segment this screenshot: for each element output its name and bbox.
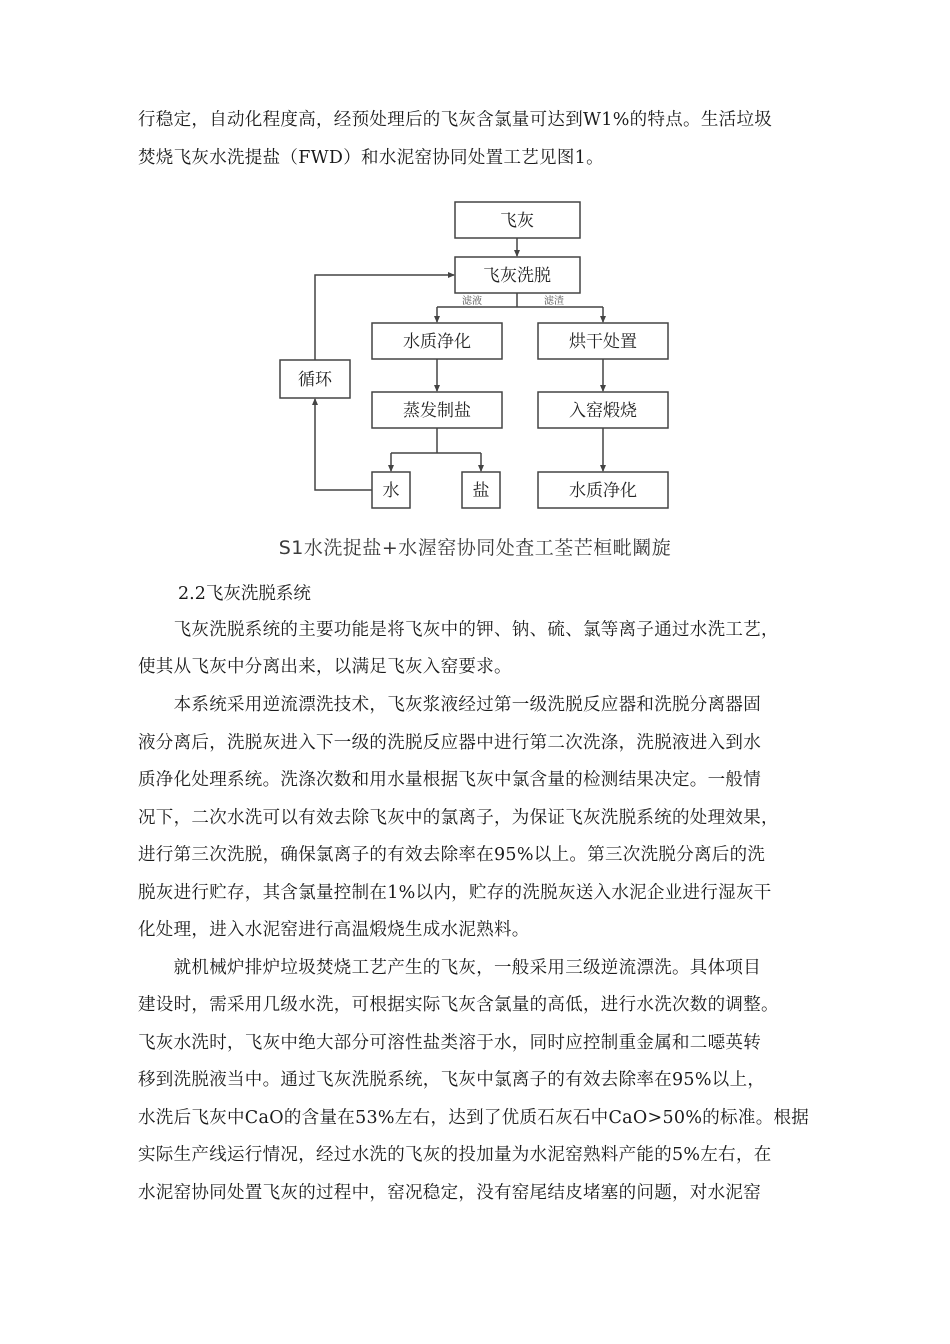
intro-line-2: 焚烧飞灰水洗提盐（FWD）和水泥窑协同处置工艺见图1。 <box>138 148 604 168</box>
section-heading: 2.2飞灰洗脱系统 <box>178 584 311 604</box>
figure-caption: S1水洗捉盐+水渥窑协同处査工荃芒桓毗鬫旋 <box>278 537 672 559</box>
body-line-2: 使其从飞灰中分离出来，以满足飞灰入窑要求。 <box>138 657 512 677</box>
intro-line-1: 行稳定，自动化程度高，经预处理后的飞灰含氯量可达到W1%的特点。生活垃圾 <box>138 110 773 130</box>
body-line-7: 进行第三次洗脱，确保氯离子的有效去除率在95%以上。第三次洗脱分离后的洗 <box>138 845 766 865</box>
node-label-water-purification: 水质净化 <box>403 332 471 352</box>
body-line-14: 水洗后飞灰中CaO的含量在53%左右，达到了优质石灰石中CaO>50%的标准。根据 <box>138 1108 810 1128</box>
body-line-10: 就机械炉排炉垃圾焚烧工艺产生的飞灰，一般采用三级逆流漂洗。具体项目 <box>138 958 761 978</box>
body-line-4: 液分离后，洗脱灰进入下一级的洗脱反应器中进行第二次洗涤，洗脱液进入到水 <box>138 733 761 753</box>
body-line-3: 本系统采用逆流漂洗技术，飞灰浆液经过第一级洗脱反应器和洗脱分离器固 <box>138 695 761 715</box>
body-line-9: 化处理，进入水泥窑进行高温煅烧生成水泥熟料。 <box>138 920 530 940</box>
node-label-recycle: 循环 <box>298 370 332 390</box>
process-flowchart <box>270 195 690 515</box>
body-line-5: 质净化处理系统。洗涤次数和用水量根据飞灰中氯含量的检测结果决定。一般情 <box>138 770 761 790</box>
body-line-16: 水泥窑协同处置飞灰的过程中，窑况稳定，没有窑尾结皮堵塞的问题，对水泥窑 <box>138 1183 761 1203</box>
node-label-water: 水 <box>382 481 400 501</box>
edge-label-residue: 滤渣 <box>544 296 564 307</box>
node-label-washing: 飞灰洗脱 <box>483 266 551 286</box>
node-label-evaporation: 蒸发制盐 <box>403 401 471 421</box>
edge-label-filtrate: 滤液 <box>462 296 482 307</box>
node-label-fly-ash: 飞灰 <box>500 211 534 231</box>
flowchart-svg <box>270 195 690 515</box>
body-line-8: 脱灰进行贮存，其含氯量控制在1%以内，贮存的洗脱灰送入水泥企业进行湿灰干 <box>138 883 772 903</box>
node-label-kiln: 入窑煅烧 <box>569 401 637 421</box>
body-line-13: 移到洗脱液当中。通过飞灰洗脱系统，飞灰中氯离子的有效去除率在95%以上， <box>138 1070 766 1090</box>
node-label-water-purification-2: 水质净化 <box>569 481 637 501</box>
body-line-1: 飞灰洗脱系统的主要功能是将飞灰中的钾、钠、硫、氯等离子通过水洗工艺， <box>138 620 779 640</box>
body-line-15: 实际生产线运行情况，经过水洗的飞灰的投加量为水泥窑熟料产能的5%左右，在 <box>138 1145 772 1165</box>
edge-water-to-recycle <box>315 399 372 490</box>
node-label-salt: 盐 <box>472 481 490 501</box>
body-line-11: 建设时，需采用几级水洗，可根据实际飞灰含氯量的高低，进行水洗次数的调整。 <box>138 995 779 1015</box>
body-line-12: 飞灰水洗时，飞灰中绝大部分可溶性盐类溶于水，同时应控制重金属和二噁英转 <box>138 1033 761 1053</box>
body-line-6: 况下，二次水洗可以有效去除飞灰中的氯离子，为保证飞灰洗脱系统的处理效果， <box>138 808 779 828</box>
node-label-drying: 烘干处置 <box>569 332 637 352</box>
